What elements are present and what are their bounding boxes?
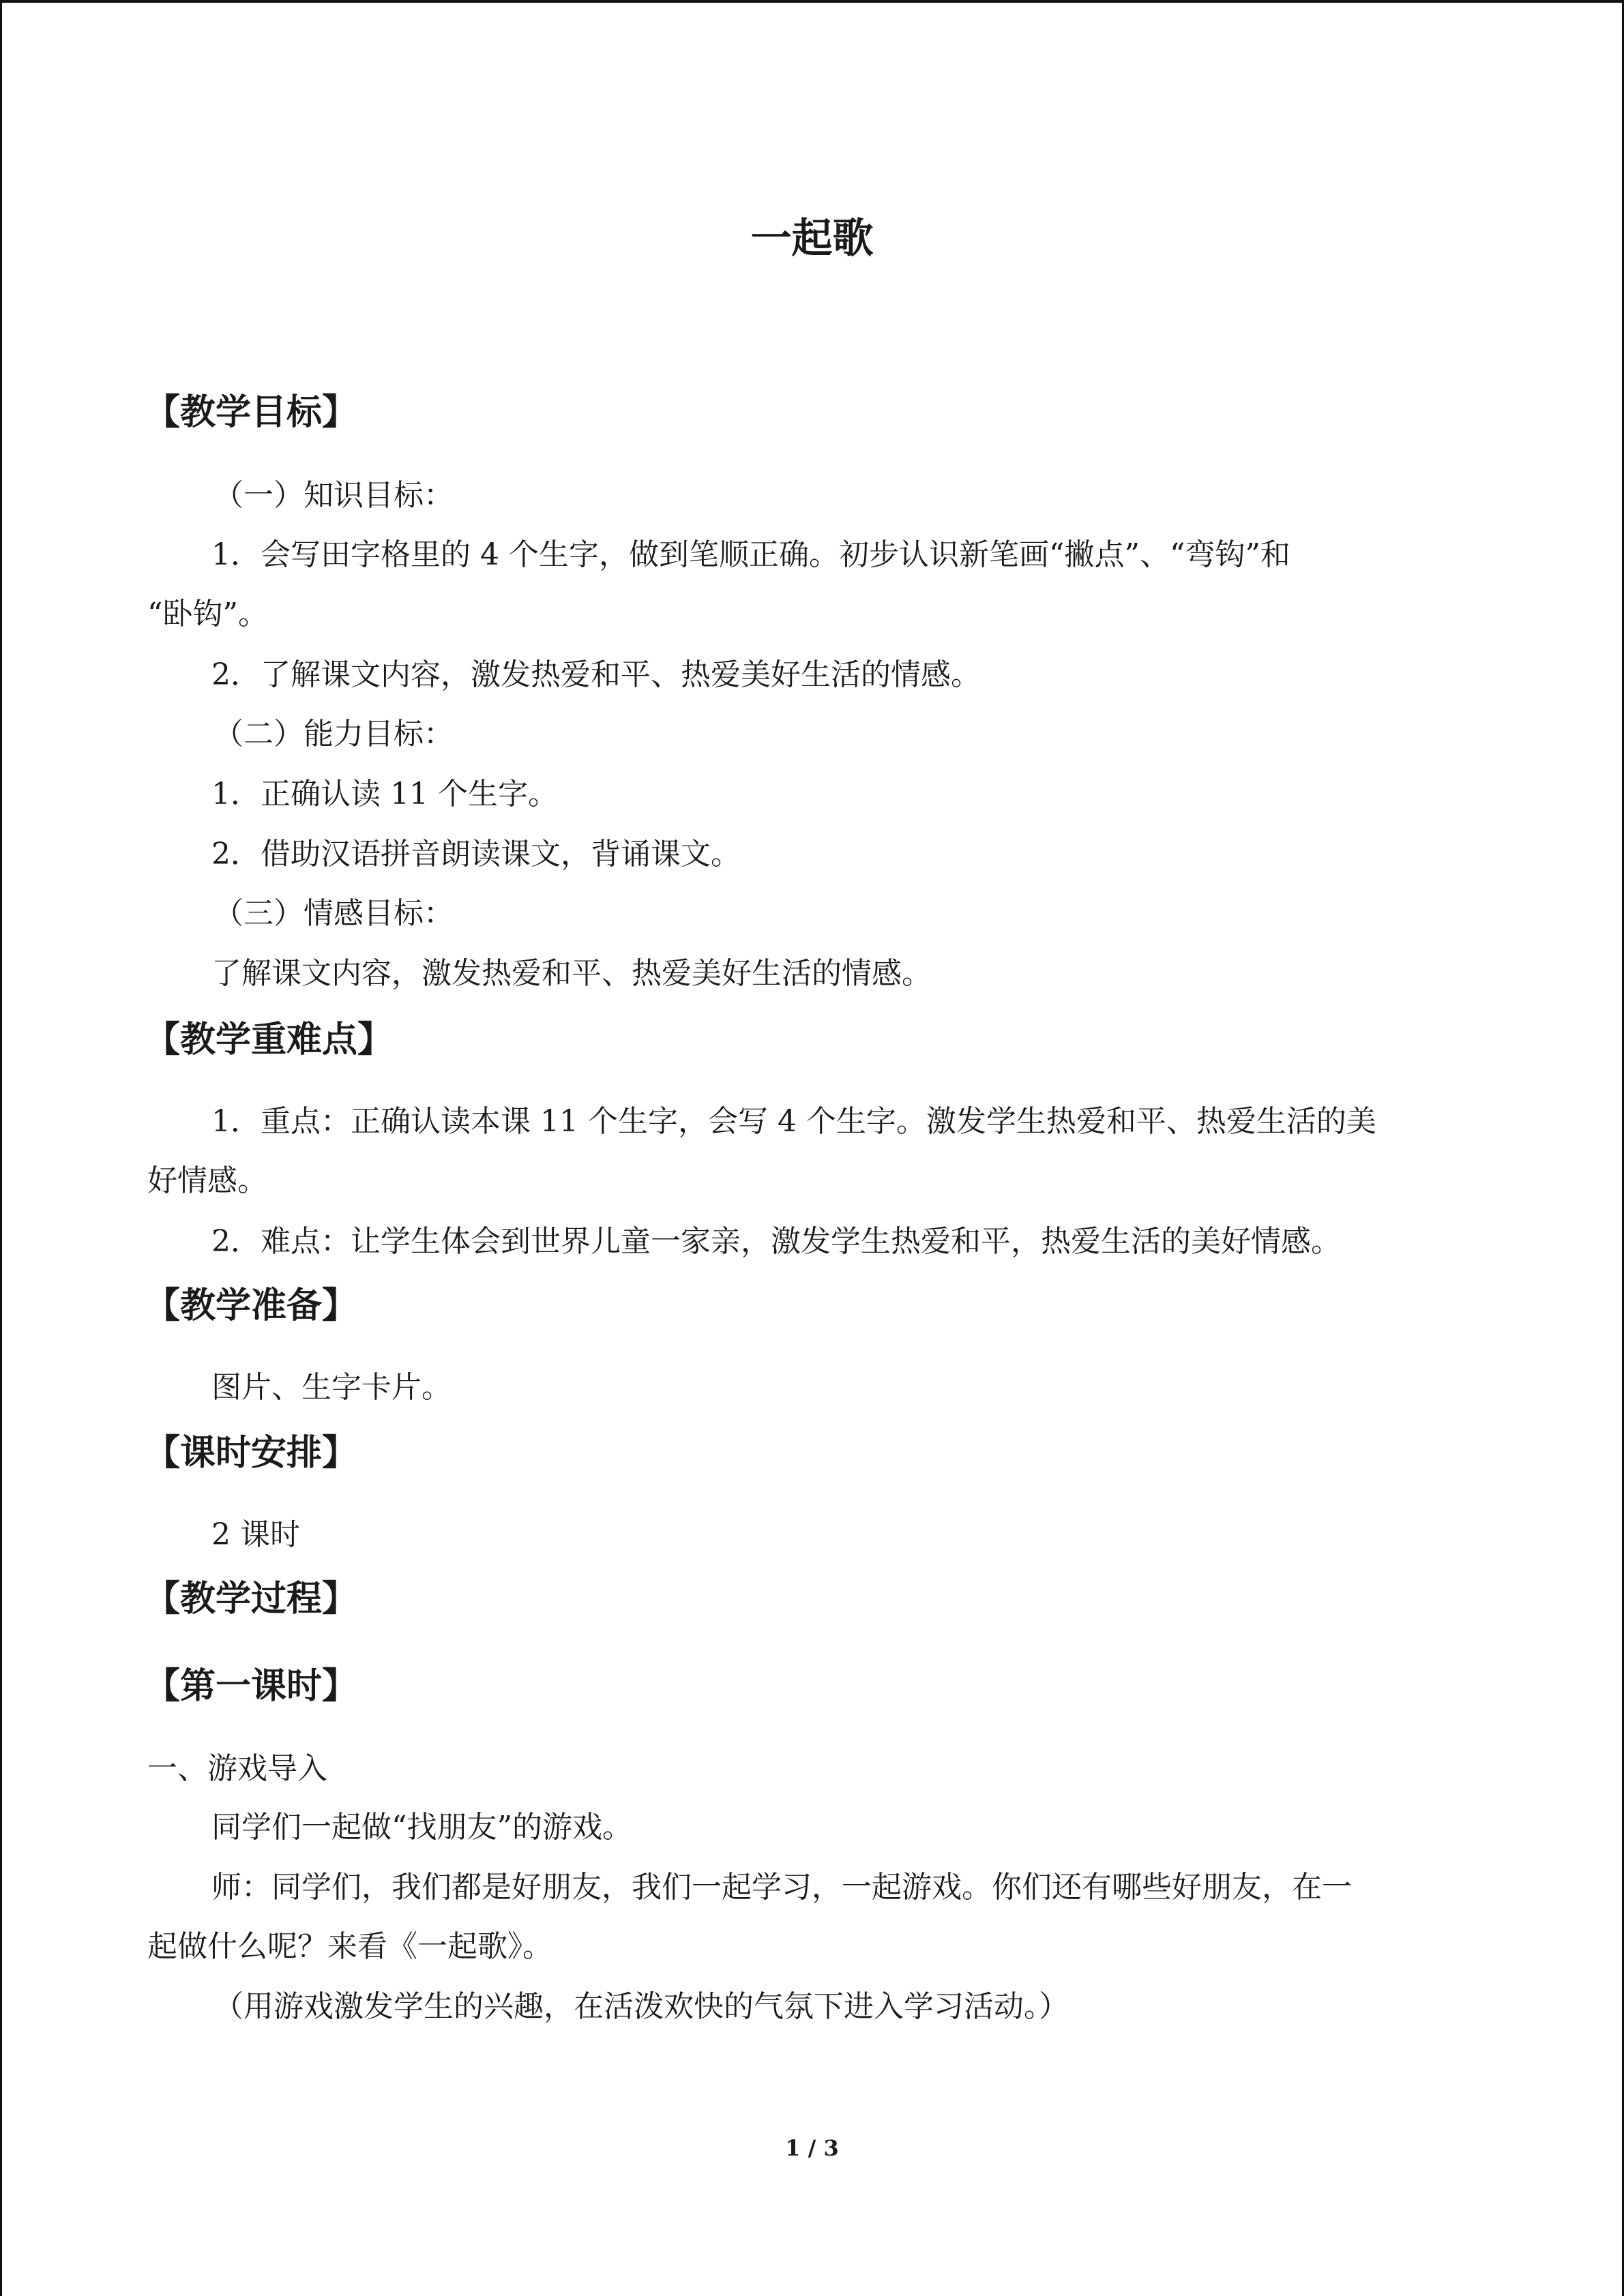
heading-schedule: 【课时安排】: [145, 1433, 358, 1474]
lesson1-paragraph-2-line2: 起做什么呢？来看《一起歌》。: [147, 1929, 552, 1964]
lesson1-paragraph-3: （用游戏激发学生的兴趣，在活泼欢快的气氛下进入学习活动。）: [213, 1989, 1069, 2024]
heading-preparation: 【教学准备】: [145, 1285, 358, 1326]
heading-key-points: 【教学重难点】: [145, 1019, 394, 1060]
heading-lesson-1: 【第一课时】: [145, 1666, 358, 1707]
ability-goal-label: （二）能力目标：: [213, 717, 454, 751]
emotion-goal-1: 了解课文内容，激发热爱和平、热爱美好生活的情感。: [211, 956, 932, 991]
ability-goal-1: 1．正确认读 11 个生字。: [211, 777, 558, 811]
document-title: 一起歌: [750, 215, 874, 263]
knowledge-goal-2: 2．了解课文内容，激发热爱和平、热爱美好生活的情感。: [211, 657, 981, 692]
ability-goal-2: 2．借助汉语拼音朗读课文，背诵课文。: [211, 837, 741, 871]
emotion-goal-label: （三）情感目标：: [213, 896, 454, 931]
key-point-1-line1: 1．重点：正确认读本课 11 个生字，会写 4 个生字。激发学生热爱和平、热爱生活的美: [211, 1104, 1376, 1139]
key-point-1-line2: 好情感。: [147, 1163, 267, 1198]
knowledge-goal-label: （一）知识目标：: [213, 478, 454, 513]
heading-teaching-goals: 【教学目标】: [145, 392, 358, 433]
preparation-text: 图片、生字卡片。: [211, 1370, 452, 1405]
lesson1-paragraph-1: 同学们一起做“找朋友”的游戏。: [211, 1810, 632, 1845]
key-point-2: 2．难点：让学生体会到世界儿童一家亲，激发学生热爱和平，热爱生活的美好情感。: [211, 1224, 1341, 1259]
knowledge-goal-1-line2: “卧钩”。: [147, 597, 268, 631]
page-top-border: [0, 0, 1624, 3]
lesson1-step1-title: 一、游戏导入: [147, 1751, 327, 1786]
page-number: 1 / 3: [785, 2135, 839, 2161]
heading-process: 【教学过程】: [145, 1579, 358, 1620]
knowledge-goal-1-line1: 1．会写田字格里的 4 个生字，做到笔顺正确。初步认识新笔画“撇点”、“弯钩”和: [211, 537, 1290, 572]
page-left-border: [0, 0, 2, 2296]
lesson1-paragraph-2-line1: 师：同学们，我们都是好朋友，我们一起学习，一起游戏。你们还有哪些好朋友，在一: [211, 1870, 1352, 1905]
schedule-text: 2 课时: [211, 1517, 300, 1552]
